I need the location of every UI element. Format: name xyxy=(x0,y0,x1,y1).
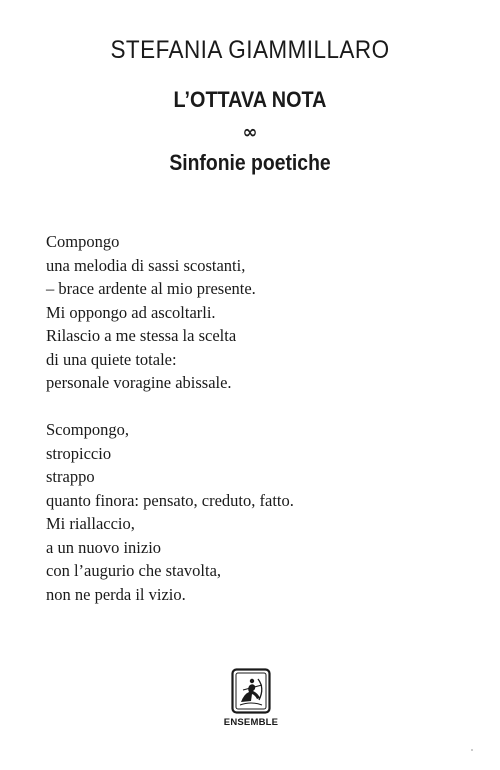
poem-line: strappo xyxy=(46,467,95,486)
book-title: L’OTTAVA NOTA xyxy=(173,87,327,112)
poem-line: di una quiete totale: xyxy=(46,349,177,369)
archer-emblem-icon xyxy=(231,668,271,714)
poem-stanza xyxy=(46,418,294,606)
poem-line: Scompongo, xyxy=(46,420,129,439)
publisher-logo xyxy=(222,668,280,728)
poem-line: una melodia di sassi scostanti, xyxy=(46,255,246,275)
poem-line: personale voragine abissale. xyxy=(46,373,232,392)
print-speck xyxy=(471,749,473,751)
poem-line: – brace ardente al mio presente. xyxy=(46,279,256,298)
poem-line: Compongo xyxy=(46,232,120,251)
author-name: STEFANIA GIAMMILLARO xyxy=(110,36,390,64)
poem-line: Rilascio a me stessa la scelta xyxy=(46,326,237,345)
publisher-name: ENSEMBLE xyxy=(223,717,279,728)
poem-stanza xyxy=(46,230,294,395)
poem-line: quanto finora: pensato, creduto, fatto. xyxy=(46,490,294,510)
poem-line: stropiccio xyxy=(46,443,112,463)
poem-line: Mi riallaccio, xyxy=(46,514,135,533)
poem-line: non ne perda il vizio. xyxy=(46,584,186,604)
book-subtitle: Sinfonie poetiche xyxy=(169,150,331,175)
poem-line: Mi oppongo ad ascoltarli. xyxy=(46,302,216,322)
poem xyxy=(46,230,294,606)
poem-line: a un nuovo inizio xyxy=(46,537,162,557)
infinity-separator: ∞ xyxy=(242,122,258,143)
poem-line: con l’augurio che stavolta, xyxy=(46,561,222,580)
